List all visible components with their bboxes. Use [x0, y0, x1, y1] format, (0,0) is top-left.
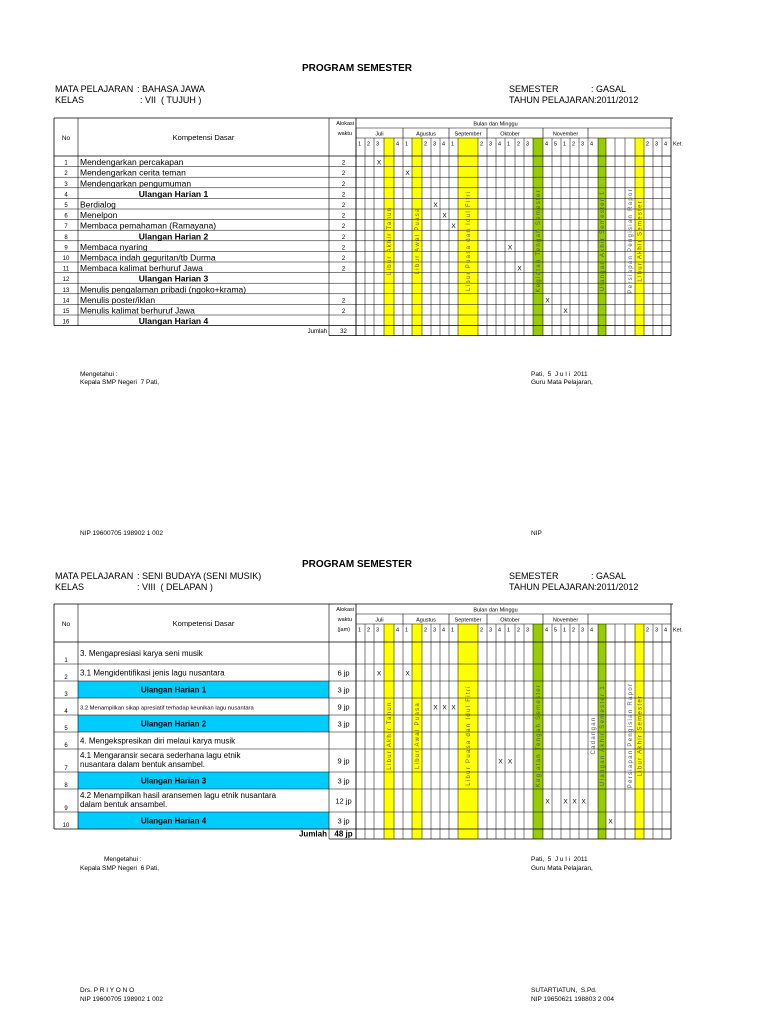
week-label: 2 — [424, 627, 428, 634]
kd-text: 4. Mengekspresikan diri melaui karya musik — [80, 736, 236, 746]
doc2-semester-value: : GASAL — [591, 571, 627, 581]
x-mark: X — [563, 798, 568, 806]
doc1-tahun-value: :2011/2012 — [594, 95, 639, 105]
x-mark: X — [376, 670, 382, 678]
row-no: 15 — [62, 309, 70, 315]
doc2-tahun-value: :2011/2012 — [594, 582, 639, 592]
doc2-sig-right-1: Pati, 5 J u l i 2011 — [531, 856, 588, 863]
row-no: 3 — [64, 181, 68, 188]
doc1-semester-value: : GASAL — [591, 84, 627, 94]
alokasi-value: 2 — [341, 181, 346, 188]
row-no: 1 — [64, 658, 68, 664]
vertical-label: Ulangan Akhir Semester 1 — [600, 190, 606, 292]
doc1-kelas-label: KELAS — [55, 95, 85, 105]
month-label: September — [454, 131, 482, 138]
doc2-mapel-label: MATA PELAJARAN — [55, 571, 134, 581]
week-label: 4 — [442, 627, 446, 634]
alokasi-value: 2 — [341, 256, 346, 262]
x-mark: X — [545, 297, 550, 305]
week-label: 1 — [507, 627, 511, 634]
x-mark: X — [498, 758, 503, 766]
kd-text: 3.2 Menampilkan sikap apresiatif terhadap keunikan lagu nusantara — [80, 705, 254, 712]
doc1-sig-left-1: Mengetahui : — [80, 371, 118, 378]
row-no: 7 — [64, 766, 68, 772]
alokasi-value: 2 — [341, 192, 346, 199]
x-mark: X — [507, 758, 513, 766]
week-label: 4 — [545, 627, 549, 634]
row-no: 5 — [64, 203, 68, 209]
week-label: 1 — [451, 141, 455, 148]
kd-text: Ulangan Harian 1 — [140, 685, 207, 695]
x-mark: X — [581, 798, 586, 806]
week-label: 3 — [655, 627, 659, 634]
row-no: 11 — [62, 266, 70, 273]
alokasi-value: 2 — [341, 298, 346, 305]
week-label: 4 — [396, 627, 400, 634]
vertical-label: Libur Akhir Semester — [637, 694, 644, 777]
week-label: 1 — [358, 141, 362, 148]
x-mark: X — [442, 704, 447, 712]
row-no: 9 — [64, 806, 68, 812]
alokasi-value: 3 jp — [337, 776, 350, 786]
month-label: November — [552, 131, 579, 138]
kd-text: Ulangan Harian 2 — [138, 231, 209, 242]
x-mark: X — [405, 670, 410, 678]
doc2-schedule-table — [0, 596, 768, 852]
x-mark: X — [442, 212, 447, 220]
doc2-title: PROGRAM SEMESTER — [301, 559, 412, 570]
row-no: 3 — [64, 692, 68, 698]
kd-text: nusantara dalam bentuk ansambel. — [80, 760, 205, 769]
row-no: 4 — [64, 192, 68, 199]
alokasi-value: 2 — [341, 213, 346, 220]
x-mark: X — [433, 202, 438, 209]
week-label: 3 — [433, 627, 437, 634]
month-label: Oktober — [500, 131, 520, 138]
week-label: 5 — [554, 141, 558, 148]
doc2-name-left: Drs. P R I Y O N O — [80, 987, 135, 994]
week-label: 3 — [526, 141, 530, 148]
alokasi-value: 2 — [341, 309, 346, 315]
week-label: 1 — [451, 627, 455, 634]
vertical-label: Libur Akhir Semester — [637, 199, 644, 282]
kd-text: 4.2 Menampilkan hasil aransemen lagu etnik nusantara — [80, 791, 277, 800]
week-label: 2 — [572, 627, 576, 634]
vertical-label: Ulangan Akhir Semester 1 — [600, 685, 606, 786]
row-no: 2 — [64, 171, 68, 178]
week-label: 2 — [480, 627, 484, 634]
col-no-header: No — [61, 621, 71, 628]
week-label: 3 — [581, 627, 585, 634]
vertical-label: Kegiatan Tengah Semester — [536, 189, 542, 293]
x-mark: X — [451, 704, 456, 712]
alokasi-value: 2 — [341, 245, 346, 252]
col-jam-header: (jam) — [337, 627, 350, 633]
row-no: 12 — [62, 277, 70, 284]
week-label: 2 — [572, 141, 576, 148]
alokasi-value: 2 — [341, 171, 346, 178]
week-label: 4 — [442, 141, 446, 148]
vertical-label: Persiapan Pengisian Rapor — [628, 682, 634, 789]
week-label: 4 — [498, 141, 502, 148]
kd-text: Ulangan Harian 1 — [138, 188, 209, 199]
doc2-sig-right-2: Guru Mata Pelajaran, — [531, 865, 593, 872]
kd-text: Ulangan Harian 3 — [140, 776, 207, 786]
doc1-nip-left: NIP 19600705 198902 1 002 — [80, 530, 164, 537]
col-kd-header: Kompetensi Dasar — [172, 133, 235, 142]
row-no: 8 — [64, 234, 68, 241]
kd-text: 3.1 Mengidentifikasi jenis lagu nusantara — [80, 668, 225, 678]
doc2-semester-label: SEMESTER — [509, 571, 559, 581]
alokasi-value: 3 jp — [337, 685, 350, 695]
week-label: 5 — [554, 627, 558, 634]
doc2-mapel-value: : SENI BUDAYA (SENI MUSIK) — [137, 571, 262, 581]
kd-text: Menelpon — [80, 210, 118, 221]
month-label: November — [552, 617, 579, 624]
alokasi-value: 9 jp — [337, 702, 350, 712]
row-no: 2 — [64, 675, 68, 681]
month-label: Agustus — [416, 617, 436, 624]
week-label: 4 — [545, 141, 549, 148]
doc2-kelas-value: : VIII ( DELAPAN ) — [137, 582, 213, 592]
alokasi-value: 2 — [341, 234, 346, 241]
week-label: 1 — [563, 141, 567, 148]
doc2-sig-left-2: Kepala SMP Negeri 6 Pati, — [80, 865, 160, 872]
vertical-label: Cadangan — [591, 716, 597, 755]
row-no: 4 — [64, 709, 68, 715]
alokasi-value: 3 jp — [337, 816, 350, 826]
alokasi-value: 2 — [341, 224, 346, 231]
vertical-label: Libur Akhir Tahun — [387, 701, 393, 770]
vertical-label: Libur Puasa dan Idul Fitri — [466, 190, 472, 292]
x-mark: X — [507, 244, 513, 252]
alokasi-value: 6 jp — [337, 668, 350, 678]
ket-header: Ket. — [673, 627, 683, 634]
row-no: 1 — [64, 160, 68, 167]
kd-text: Mendengarkan pengumuman — [80, 178, 192, 189]
week-label: 4 — [664, 627, 668, 634]
row-no: 6 — [64, 743, 68, 749]
kd-text: Ulangan Harian 3 — [138, 273, 209, 284]
week-label: 2 — [517, 141, 521, 148]
row-no: 10 — [62, 823, 70, 829]
row-no: 7 — [64, 224, 68, 231]
week-label: 1 — [405, 141, 409, 148]
week-label: 2 — [424, 141, 428, 148]
doc1-sig-right-1: Pati, 5 J u l i 2011 — [531, 371, 588, 378]
doc1-mapel-label: MATA PELAJARAN — [55, 84, 134, 94]
kd-text: 3. Mengapresiasi karya seni musik — [80, 649, 203, 658]
week-label: 4 — [590, 627, 594, 634]
row-no: 5 — [64, 726, 68, 732]
doc2-nip-left: NIP 19600705 198902 1 002 — [80, 996, 164, 1003]
row-no: 9 — [64, 245, 68, 252]
week-label: 4 — [396, 141, 400, 148]
vertical-label: Libur Akhir Tahun — [387, 206, 393, 275]
jumlah-value: 32 — [340, 329, 347, 336]
x-mark: X — [376, 159, 382, 167]
alokasi-value: 9 jp — [337, 756, 350, 766]
alokasi-value: 2 — [341, 160, 346, 167]
kd-text: Membaca pemahaman (Ramayana) — [80, 220, 217, 231]
vertical-label: Libur Puasa dan Idul Fitri — [466, 685, 472, 786]
kd-text: Ulangan Harian 4 — [140, 816, 207, 826]
jumlah-label: Jumlah — [298, 829, 327, 839]
kd-text: Membaca nyaring — [80, 241, 148, 252]
month-label: September — [454, 617, 482, 624]
doc2-sig-left-1: Mengetahui : — [104, 856, 142, 863]
row-no: 13 — [62, 287, 70, 294]
week-label: 3 — [581, 141, 585, 148]
row-no: 8 — [64, 783, 68, 789]
week-label: 3 — [376, 141, 380, 148]
kd-text: Ulangan Harian 4 — [138, 316, 209, 327]
col-alokasi-header: Alokasi — [336, 607, 354, 613]
row-no: 10 — [62, 256, 70, 262]
kd-text: Membaca indah geguritan/tb Durma — [80, 252, 216, 263]
kd-text: 4.1 Mengaransir secara sederhana lagu etnik — [80, 751, 241, 760]
week-label: 4 — [664, 141, 668, 148]
x-mark: X — [563, 308, 568, 315]
vertical-label: Persiapan Pengisian Rapor — [628, 188, 634, 294]
doc1-nip-right: NIP — [531, 530, 542, 537]
week-label: 1 — [358, 627, 362, 634]
week-label: 2 — [517, 627, 521, 634]
col-kd-header: Kompetensi Dasar — [172, 619, 235, 628]
kd-text: Menulis poster/iklan — [80, 294, 156, 305]
week-label: 3 — [489, 627, 493, 634]
ket-header: Ket. — [673, 141, 683, 148]
doc1-title: PROGRAM SEMESTER — [301, 63, 412, 74]
x-mark: X — [545, 798, 550, 806]
alokasi-value: 12 jp — [335, 796, 352, 806]
week-label: 1 — [507, 141, 511, 148]
alokasi-value: 3 jp — [337, 719, 350, 729]
row-no: 14 — [62, 298, 70, 305]
bulan-header: Bulan dan Minggu — [473, 607, 518, 614]
week-label: 2 — [480, 141, 484, 148]
bulan-header: Bulan dan Minggu — [473, 121, 518, 128]
week-label: 2 — [646, 627, 650, 634]
week-label: 3 — [376, 627, 380, 634]
doc2-nip-right: NIP 19650621 198803 2 004 — [531, 996, 615, 1003]
week-label: 3 — [526, 627, 530, 634]
week-label: 2 — [646, 141, 650, 148]
alokasi-value: 2 — [341, 266, 346, 273]
col-waktu-header: waktu — [337, 131, 352, 137]
doc1-sig-left-2: Kepala SMP Negeri 7 Pati, — [80, 379, 160, 386]
x-mark: X — [572, 798, 577, 806]
jumlah-label: Jumlah — [307, 329, 327, 336]
doc1-semester-label: SEMESTER — [509, 84, 559, 94]
x-mark: X — [451, 223, 456, 231]
doc2-kelas-label: KELAS — [55, 582, 85, 592]
month-label: Juli — [375, 617, 384, 624]
doc1-kelas-value: : VII ( TUJUH ) — [140, 95, 202, 105]
week-label: 3 — [433, 141, 437, 148]
week-label: 4 — [498, 627, 502, 634]
jumlah-value: 48 jp — [334, 829, 353, 839]
col-no-header: No — [61, 135, 71, 142]
week-label: 1 — [563, 627, 567, 634]
doc1-schedule-table — [0, 110, 768, 340]
col-waktu-header: waktu — [337, 617, 352, 623]
month-label: Oktober — [500, 617, 520, 624]
week-label: 2 — [367, 627, 371, 634]
row-no: 6 — [64, 213, 68, 220]
kd-text: Mendengarkan percakapan — [80, 157, 184, 168]
month-label: Agustus — [416, 131, 436, 138]
col-alokasi-header: Alokasi — [336, 121, 354, 127]
kd-text: Membaca kalimat berhuruf Jawa — [80, 263, 203, 274]
kd-text: Menulis pengalaman pribadi (ngoko+krama) — [80, 284, 247, 295]
kd-text: Berdialog — [80, 199, 116, 210]
x-mark: X — [517, 265, 522, 273]
x-mark: X — [405, 170, 410, 178]
doc2-tahun-label: TAHUN PELAJARAN — [509, 582, 595, 592]
week-label: 2 — [367, 141, 371, 148]
week-label: 1 — [405, 627, 409, 634]
vertical-label: Kegiatan Tengah Semester — [536, 683, 542, 788]
kd-text: Ulangan Harian 2 — [140, 719, 207, 729]
kd-text: dalam bentuk ansambel. — [80, 800, 168, 809]
vertical-label: Libur Awal Puasa — [415, 701, 421, 770]
week-label: 4 — [590, 141, 594, 148]
doc1-tahun-label: TAHUN PELAJARAN — [509, 95, 595, 105]
week-label: 3 — [489, 141, 493, 148]
month-label: Juli — [375, 131, 384, 138]
vertical-label: Libur Awal Puasa — [415, 207, 421, 275]
doc1-sig-right-2: Guru Mata Pelajaran, — [531, 379, 593, 386]
x-mark: X — [433, 704, 438, 712]
alokasi-value: 2 — [341, 203, 346, 209]
kd-text: Menulis kalimat berhuruf Jawa — [80, 305, 195, 316]
row-no: 16 — [62, 319, 70, 326]
week-label: 3 — [655, 141, 659, 148]
kd-text: Mendengarkan cerita teman — [80, 167, 186, 178]
x-mark: X — [608, 818, 613, 826]
doc1-mapel-value: : BAHASA JAWA — [137, 84, 205, 94]
doc2-name-right: SUTARTIATUN, S.Pd. — [531, 987, 597, 994]
